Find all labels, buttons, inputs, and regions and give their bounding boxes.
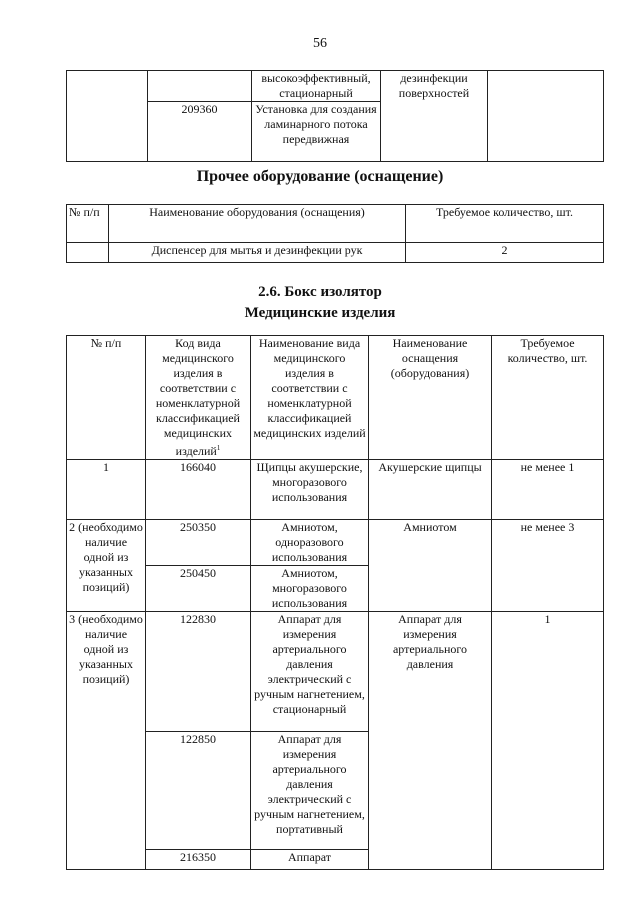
header-name: Наименование оборудования (оснащения) [109,205,406,243]
row-name: Аппарат для измерения артериального давления электрический с ручным нагнетением, портативный [251,732,369,850]
row-equipment: Амниотом [369,520,492,612]
header-num: № п/п [67,205,109,243]
header-num: № п/п [67,336,146,460]
top-table [66,70,604,162]
row-name: Амниотом, одноразового использования [251,520,369,566]
row-code: 250350 [146,520,251,566]
footnote-mark: 1 [216,444,221,452]
row-name: Аппарат для измерения артериального давления электрический с ручным нагнетением, стационарный [251,612,369,732]
row-num [67,243,109,263]
table-row [67,520,604,566]
header-qty: Требуемое количество, шт. [492,336,604,460]
other-equipment-title: Прочее оборудование (оснащение) [196,168,444,185]
header-name: Наименование вида медицинского изделия в соответствии с номенклатурной классификацией медицинских изделий [251,336,369,460]
row-num: 1 [67,460,146,520]
table-row [67,612,604,732]
table-row [67,460,604,520]
row-num: 3 (необходимо наличие одной из указанных позиций) [67,612,146,870]
header-code-text: Код вида медицинского изделия в соответствии с номенклатурной классификацией медицинских изделий [155,336,241,458]
row-qty: не менее 3 [492,520,604,612]
row-name: Амниотом, многоразового использования [251,566,369,612]
row-name: Аппарат [251,850,369,870]
row-qty: 2 [406,243,604,263]
row-code: 122830 [146,612,251,732]
row-code: 166040 [146,460,251,520]
header-code [146,336,251,460]
row-code: 216350 [146,850,251,870]
row-name: Диспенсер для мытья и дезинфекции рук [109,243,406,263]
row-code: 250450 [146,566,251,612]
page-number: 56 [313,36,327,51]
item-code: 209360 [148,102,252,162]
section-title: 2.6. Бокс изолятор [258,284,382,300]
medical-devices-table [66,335,604,870]
row-qty: не менее 1 [492,460,604,520]
row-equipment: Акушерские щипцы [369,460,492,520]
row-qty: 1 [492,612,604,870]
row-equipment: Аппарат для измерения артериального давления [369,612,492,870]
item-name: высокоэффективный, стационарный [252,71,381,102]
row-name: Щипцы акушерские, многоразового использования [251,460,369,520]
row-num: 2 (необходимо наличие одной из указанных позиций) [67,520,146,612]
header-equipment: Наименование оснащения (оборудования) [369,336,492,460]
header-qty: Требуемое количество, шт. [406,205,604,243]
row-code: 122850 [146,732,251,850]
section-subtitle: Медицинские изделия [244,305,396,321]
other-equipment-table [66,204,604,263]
equipment-name: дезинфекции поверхностей [381,71,488,162]
item-name: Установка для создания ламинарного потока передвижная [252,102,381,162]
